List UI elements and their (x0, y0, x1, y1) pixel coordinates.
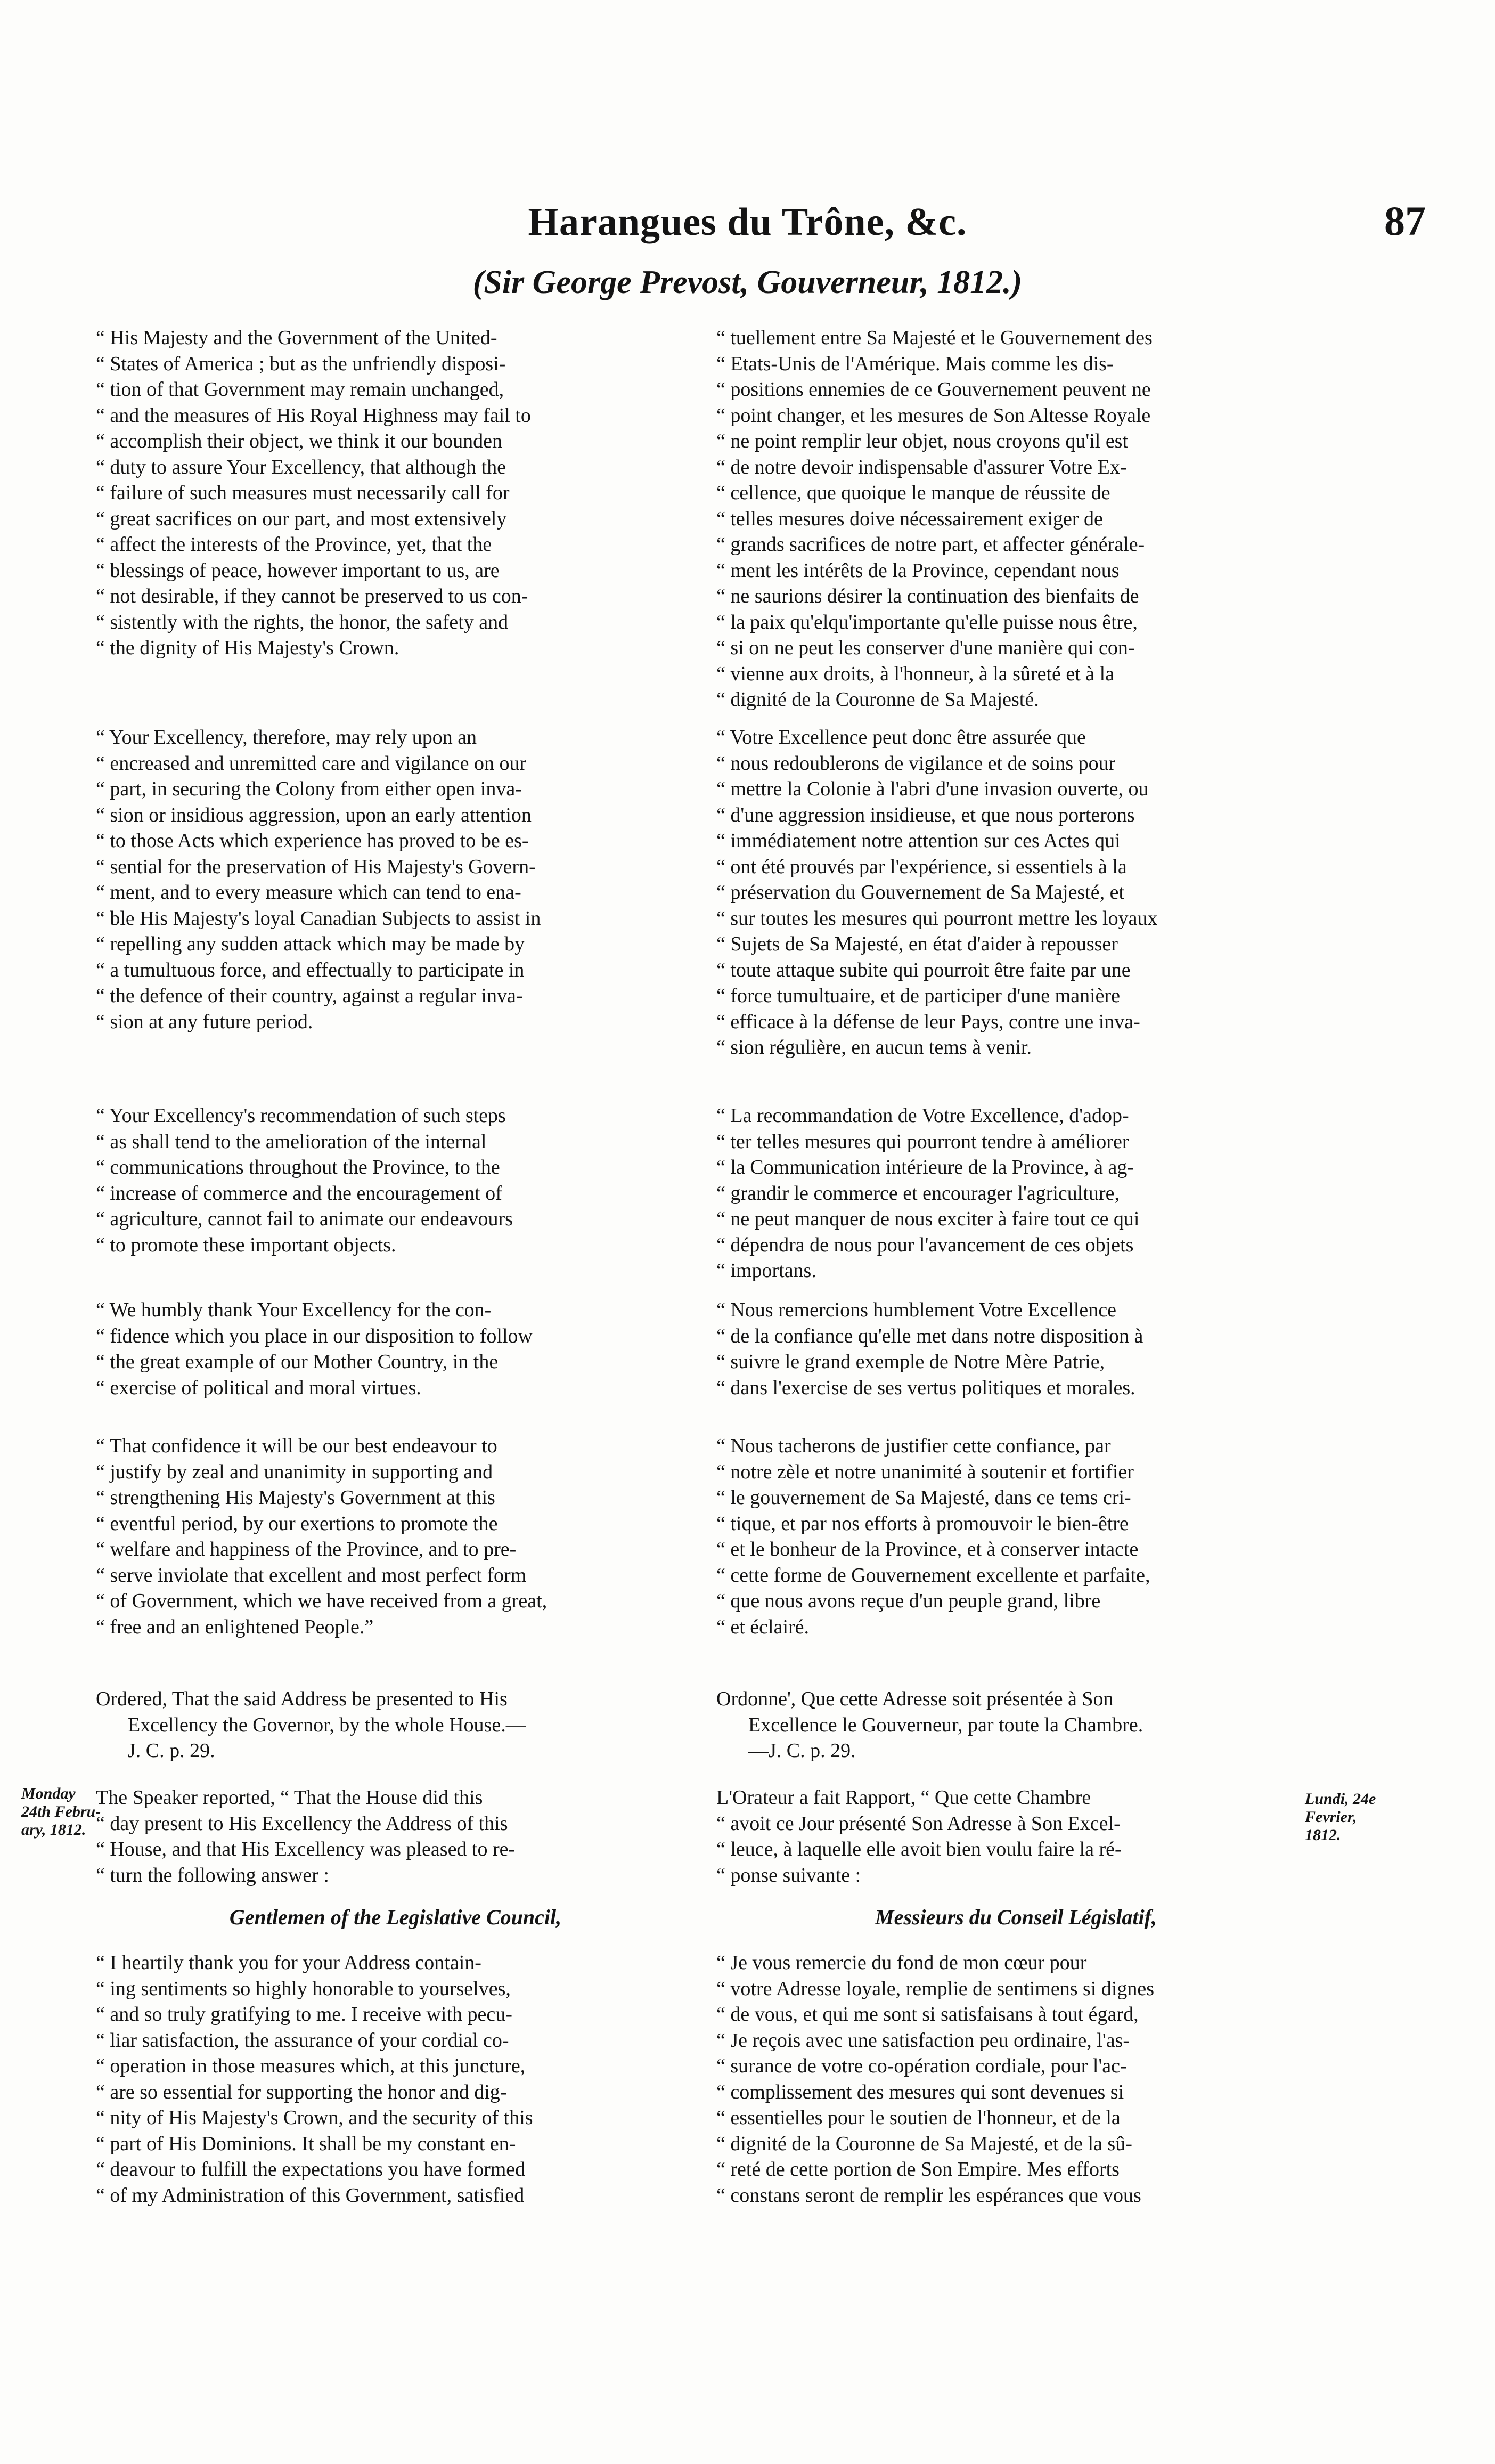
text-line: “ Your Excellency, therefore, may rely upon an (96, 726, 477, 749)
text-line: “ cellence, que quoique le manque de réussite de (716, 482, 1110, 504)
text-line: “ part of His Dominions. It shall be my constant en- (96, 2132, 516, 2155)
text-line: “ suivre le grand exemple de Notre Mère Patrie, (716, 1351, 1105, 1373)
text-line: “ point changer, et les mesures de Son Altesse Royale (716, 404, 1151, 427)
text-line: “ surance de votre co-opération cordiale, pour l'ac- (716, 2055, 1127, 2077)
text-line: “ cette forme de Gouvernement excellente et parfaite, (716, 1564, 1150, 1587)
french-ordered-block (716, 1686, 1316, 1764)
text-line: “ Nous remercions humblement Votre Excellence (716, 1299, 1116, 1321)
text-line: “ de vous, et qui me sont si satisfaisans à tout égard, (716, 2003, 1139, 2026)
text-line: “ blessings of peace, however important to us, are (96, 559, 500, 582)
text-line: “ are so essential for supporting the honor and dig- (96, 2080, 507, 2103)
margin-note-line: Fevrier, (1305, 1808, 1357, 1826)
text-line: “ encreased and unremitted care and vigilance on our (96, 752, 527, 775)
text-line: “ efficace à la défense de leur Pays, contre une inva- (716, 1010, 1140, 1033)
text-line: Excellence le Gouverneur, par toute la Chambre. (748, 1713, 1143, 1736)
french-p2-block (716, 725, 1316, 1061)
text-line: “ liar satisfaction, the assurance of your cordial co- (96, 2029, 509, 2052)
text-line: “ essentielles pour le soutien de l'honneur, et de la (716, 2107, 1121, 2129)
subtitle: (Sir George Prevost, Gouverneur, 1812.) (472, 264, 1023, 300)
text-line: “ dignité de la Couronne de Sa Majesté. (716, 688, 1039, 711)
text-line: “ vienne aux droits, à l'honneur, à la sûreté et à la (716, 662, 1115, 685)
text-line: “ We humbly thank Your Excellency for the con- (96, 1299, 492, 1321)
section-heading: Gentlemen of the Legislative Council, (229, 1905, 562, 1929)
text-line: “ accomplish their object, we think it our bounden (96, 430, 502, 452)
text-line: “ mettre la Colonie à l'abri d'une invasion ouverte, ou (716, 778, 1149, 800)
section-heading: Messieurs du Conseil Législatif, (875, 1905, 1157, 1929)
text-line: Excellency the Governor, by the whole House.— (128, 1713, 526, 1736)
text-line: “ importans. (716, 1259, 816, 1282)
text-line: “ de la confiance qu'elle met dans notre disposition à (716, 1324, 1143, 1347)
text-line: “ ne peut manquer de nous exciter à faire tout ce qui (716, 1208, 1140, 1230)
text-line: “ ter telles mesures qui pourront tendre à améliorer (716, 1130, 1129, 1153)
text-line: “ a tumultuous force, and effectually to participate in (96, 958, 525, 981)
french-p5-block (716, 1433, 1316, 1640)
text-line: “ complissement des mesures qui sont devenues si (716, 2080, 1124, 2103)
text-line: “ justify by zeal and unanimity in supporting and (96, 1460, 493, 1483)
text-line: “ reté de cette portion de Son Empire. Mes efforts (716, 2158, 1120, 2181)
text-line: “ Je reçois avec une satisfaction peu ordinaire, l'as- (716, 2029, 1130, 2052)
french-p3-block (716, 1103, 1316, 1284)
text-line: “ the dignity of His Majesty's Crown. (96, 637, 399, 659)
text-line: “ tion of that Government may remain unchanged, (96, 378, 504, 401)
text-line: “ Etats-Unis de l'Amérique. Mais comme les dis- (716, 352, 1114, 375)
text-line: “ communications throughout the Province, to the (96, 1156, 500, 1178)
text-line: “ duty to assure Your Excellency, that although the (96, 456, 506, 478)
margin-note-line: Lundi, 24e (1305, 1790, 1376, 1808)
text-line: “ as shall tend to the amelioration of the internal (96, 1130, 487, 1153)
text-line: “ notre zèle et notre unanimité à soutenir et fortifier (716, 1460, 1134, 1483)
text-line: “ sential for the preservation of His Majesty's Govern- (96, 855, 536, 878)
text-line: “ turn the following answer : (96, 1864, 329, 1886)
french-answer-block (716, 1950, 1316, 2208)
text-line: “ la paix qu'elqu'importante qu'elle puisse nous être, (716, 611, 1138, 633)
margin-note-line: 1812. (1305, 1826, 1341, 1844)
text-line: “ constans seront de remplir les espérances que vous (716, 2184, 1141, 2207)
english-p1-block (96, 325, 695, 661)
text-line: “ Your Excellency's recommendation of such steps (96, 1104, 506, 1127)
text-line: “ States of America ; but as the unfriendly disposi- (96, 352, 506, 375)
text-line: “ nous redoublerons de vigilance et de soins pour (716, 752, 1116, 775)
english-p3-block (96, 1103, 695, 1258)
english-ordered-block (96, 1686, 695, 1764)
text-line: “ de notre devoir indispensable d'assurer Votre Ex- (716, 456, 1127, 478)
text-line: “ fidence which you place in our disposition to follow (96, 1324, 533, 1347)
text-line: “ deavour to fulfill the expectations you have formed (96, 2158, 526, 2181)
french-heading-block (716, 1905, 1316, 1931)
text-line: “ failure of such measures must necessarily call for (96, 482, 510, 504)
margin-note-line: ary, 1812. (21, 1821, 86, 1839)
text-line: “ ment les intérêts de la Province, cependant nous (716, 559, 1120, 582)
text-line: “ si on ne peut les conserver d'une manière qui con- (716, 637, 1135, 659)
text-line: “ to promote these important objects. (96, 1233, 396, 1256)
english-p5-block (96, 1433, 695, 1640)
text-line: J. C. p. 29. (128, 1739, 215, 1762)
text-line: “ sur toutes les mesures qui pourront mettre les loyaux (716, 907, 1158, 930)
text-line: L'Orateur a fait Rapport, “ Que cette Chambre (716, 1786, 1091, 1809)
text-line: “ great sacrifices on our part, and most extensively (96, 507, 507, 530)
text-line: “ repelling any sudden attack which may be made by (96, 933, 525, 955)
english-p4-block (96, 1297, 695, 1401)
text-line: “ Sujets de Sa Majesté, en état d'aider à repousser (716, 933, 1118, 955)
text-line: “ exercise of political and moral virtues. (96, 1376, 421, 1399)
text-line: “ of my Administration of this Government, satisfied (96, 2184, 525, 2207)
text-line: “ La recommandation de Votre Excellence, d'adop- (716, 1104, 1129, 1127)
text-line: “ affect the interests of the Province, yet, that the (96, 533, 492, 556)
text-line: “ dépendra de nous pour l'avancement de ces objets (716, 1233, 1134, 1256)
text-line: “ ponse suivante : (716, 1864, 861, 1886)
text-line: —J. C. p. 29. (748, 1739, 856, 1762)
text-line: “ positions ennemies de ce Gouvernement peuvent ne (716, 378, 1151, 401)
text-line: “ telles mesures doive nécessairement exiger de (716, 507, 1103, 530)
margin-note-line: Monday (21, 1785, 76, 1802)
text-line: “ sistently with the rights, the honor, the safety and (96, 611, 509, 633)
margin-note-right (1305, 1790, 1390, 1844)
text-line: “ His Majesty and the Government of the United- (96, 327, 497, 349)
text-line: Ordonne', Que cette Adresse soit présentée à Son (716, 1688, 1114, 1710)
text-line: “ and so truly gratifying to me. I receive with pecu- (96, 2003, 512, 2026)
text-line: “ préservation du Gouvernement de Sa Majesté, et (716, 881, 1125, 904)
text-line: Ordered, That the said Address be presented to His (96, 1688, 508, 1710)
text-line: “ That confidence it will be our best endeavour to (96, 1435, 497, 1457)
text-line: “ leuce, à laquelle elle avoit bien voulu faire la ré- (716, 1838, 1122, 1860)
text-line: “ strengthening His Majesty's Government at this (96, 1486, 495, 1509)
english-speaker-block (96, 1785, 695, 1888)
text-line: “ serve inviolate that excellent and most perfect form (96, 1564, 527, 1587)
text-line: “ part, in securing the Colony from either open inva- (96, 778, 522, 800)
english-heading-block (96, 1905, 695, 1931)
french-p4-block (716, 1297, 1316, 1401)
text-line: “ free and an enlightened People.” (96, 1615, 374, 1638)
page-number: 87 (1384, 198, 1426, 244)
text-line: “ operation in those measures which, at this juncture, (96, 2055, 526, 2077)
text-line: “ agriculture, cannot fail to animate our endeavours (96, 1208, 513, 1230)
text-line: “ la Communication intérieure de la Province, à ag- (716, 1156, 1134, 1178)
text-line: “ welfare and happiness of the Province, and to pre- (96, 1538, 517, 1560)
text-line: “ sion régulière, en aucun tems à venir. (716, 1036, 1032, 1059)
text-line: “ tuellement entre Sa Majesté et le Gouvernement des (716, 327, 1153, 349)
text-line: “ Votre Excellence peut donc être assurée que (716, 726, 1086, 749)
text-line: “ et le bonheur de la Province, et à conserver intacte (716, 1538, 1139, 1560)
text-line: “ nity of His Majesty's Crown, and the security of this (96, 2107, 533, 2129)
text-line: “ to those Acts which experience has proved to be es- (96, 830, 529, 852)
text-line: “ of Government, which we have received from a great, (96, 1590, 548, 1612)
text-line: “ votre Adresse loyale, remplie de sentimens si dignes (716, 1977, 1155, 2000)
text-line: “ tique, et par nos efforts à promouvoir le bien-être (716, 1512, 1129, 1535)
text-line: “ day present to His Excellency the Address of this (96, 1812, 508, 1835)
text-line: “ and the measures of His Royal Highness may fail to (96, 404, 531, 427)
text-line: “ immédiatement notre attention sur ces Actes qui (716, 830, 1121, 852)
text-line: “ force tumultuaire, et de participer d'une manière (716, 985, 1121, 1007)
text-line: “ sion at any future period. (96, 1010, 313, 1033)
text-line: “ dans l'exercise de ses vertus politiques et morales. (716, 1376, 1135, 1399)
text-line: “ not desirable, if they cannot be preserved to us con- (96, 585, 528, 607)
text-line: “ Je vous remercie du fond de mon cœur pour (716, 1951, 1087, 1974)
text-line: “ que nous avons reçue d'un peuple grand, libre (716, 1590, 1101, 1612)
text-line: “ ne saurions désirer la continuation des bienfaits de (716, 585, 1139, 607)
english-p2-block (96, 725, 695, 1035)
text-line: “ toute attaque subite qui pourroit être faite par une (716, 958, 1131, 981)
text-line: The Speaker reported, “ That the House did this (96, 1786, 483, 1809)
margin-note-left (21, 1785, 101, 1839)
text-line: “ grandir le commerce et encourager l'agriculture, (716, 1182, 1120, 1205)
french-speaker-block (716, 1785, 1316, 1888)
text-line: “ ment, and to every measure which can tend to ena- (96, 881, 521, 904)
text-line: “ House, and that His Excellency was pleased to re- (96, 1838, 516, 1860)
text-line: “ grands sacrifices de notre part, et affecter générale- (716, 533, 1145, 556)
text-line: “ the defence of their country, against a regular inva- (96, 985, 523, 1007)
text-line: “ avoit ce Jour présenté Son Adresse à Son Excel- (716, 1812, 1121, 1835)
text-line: “ ont été prouvés par l'expérience, si essentiels à la (716, 855, 1127, 878)
english-answer-block (96, 1950, 695, 2208)
french-p1-block (716, 325, 1316, 713)
text-line: “ le gouvernement de Sa Majesté, dans ce tems cri- (716, 1486, 1131, 1509)
running-title: Harangues du Trône, &c. (528, 200, 967, 244)
text-line: “ sion or insidious aggression, upon an early attention (96, 803, 532, 826)
text-line: “ increase of commerce and the encouragement of (96, 1182, 502, 1205)
text-line: “ the great example of our Mother Country, in the (96, 1351, 499, 1373)
margin-note-line: 24th Febru- (21, 1803, 101, 1820)
text-line: “ I heartily thank you for your Address contain- (96, 1951, 481, 1974)
text-line: “ d'une aggression insidieuse, et que nous porterons (716, 803, 1135, 826)
text-line: “ ne point remplir leur objet, nous croyons qu'il est (716, 430, 1129, 452)
text-line: “ ing sentiments so highly honorable to yourselves, (96, 1977, 511, 2000)
text-line: “ Nous tacherons de justifier cette confiance, par (716, 1435, 1111, 1457)
text-line: “ eventful period, by our exertions to promote the (96, 1512, 498, 1535)
text-line: “ et éclairé. (716, 1615, 810, 1638)
text-line: “ ble His Majesty's loyal Canadian Subjects to assist in (96, 907, 541, 930)
text-line: “ dignité de la Couronne de Sa Majesté, et de la sû- (716, 2132, 1132, 2155)
